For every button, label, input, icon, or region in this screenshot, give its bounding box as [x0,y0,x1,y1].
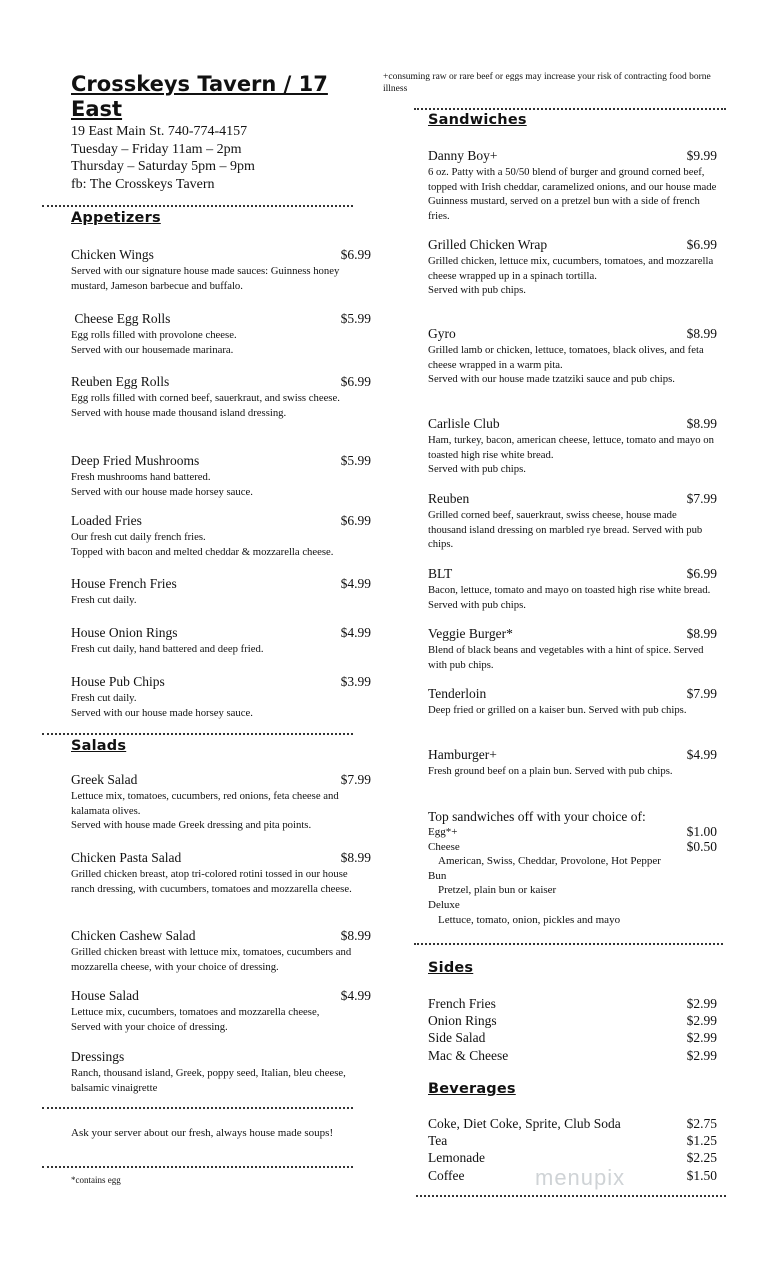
item-description: Deep fried or grilled on a kaiser bun. Served with pub chips. [428,704,687,716]
item-description: Fresh cut daily, hand battered and deep fried. [71,643,264,655]
item-name: Loaded Fries [71,513,142,528]
menu-item-danny-boy [428,147,717,223]
item-description: Lettuce mix, tomatoes, cucumbers, red onions, feta cheese and kalamata olives. Served with house made Greek dressing and pita points. [71,790,339,832]
menu-item-chicken-wings [71,246,371,293]
item-name: House Salad [71,988,139,1003]
restaurant-title: Crosskeys Tavern / 17 East [71,72,328,121]
item-name: Side Salad [428,1030,486,1046]
item-name: Reuben Egg Rolls [71,374,170,389]
item-price: $2.99 [686,1030,717,1046]
list-item [428,1132,717,1149]
item-price: $2.75 [686,1116,717,1131]
list-item [428,1029,717,1046]
item-description: Egg rolls filled with corned beef, sauerkraut, and swiss cheese. Served with house made thousand island dressing. [71,392,340,419]
topping-egg-label: Egg*+ [428,826,458,838]
item-price: $5.99 [340,453,371,468]
item-name: Reuben [428,491,470,506]
item-description: 6 oz. Patty with a 50/50 blend of burger and ground corned beef, topped with Irish cheddar, caramelized onions, and our house made Guinness mustard, served on a pretzel bun with a side of french fries. [428,166,717,222]
menu-item-reuben-egg-rolls [71,373,371,420]
item-name: BLT [428,566,453,581]
item-name: Deep Fried Mushrooms [71,453,200,468]
item-name: Greek Salad [71,772,138,787]
item-name: Coke, Diet Coke, Sprite, Club Soda [428,1116,621,1131]
item-description: Blend of black beans and vegetables with a hint of spice. Served with pub chips. [428,644,704,671]
sides-list [428,995,717,1064]
topping-egg-price: $1.00 [686,824,717,839]
item-name: Chicken Pasta Salad [71,850,182,865]
item-price: $6.99 [340,374,371,389]
menupix-watermark: menupix [535,1165,626,1190]
item-description: Grilled chicken, lettuce mix, cucumbers, tomatoes, and mozzarella cheese wrapped up in a spinach tortilla. Served with pub chips. [428,255,714,297]
menu-item-reuben [428,490,717,552]
item-name: Carlisle Club [428,416,500,431]
item-price: $7.99 [686,686,717,701]
item-price: $4.99 [686,747,717,762]
divider [414,108,726,110]
item-name: Veggie Burger* [428,626,513,641]
item-name: Grilled Chicken Wrap [428,237,548,252]
item-description: Our fresh cut daily french fries. Topped with bacon and melted cheddar & mozzarella cheese. [71,531,334,558]
item-description: Fresh cut daily. Served with our house made horsey sauce. [71,692,253,719]
item-price: $4.99 [340,988,371,1003]
menu-item-house-salad [71,987,371,1034]
item-description: Grilled chicken breast, atop tri-colored rotini tossed in our house ranch dressing, with cucumbers, tomatoes and mozzarella cheese. [71,868,352,895]
appetizers-heading: Appetizers [71,210,161,226]
item-description: Grilled chicken breast with lettuce mix, tomatoes, cucumbers and mozzarella cheese, with your choice of dressing. [71,946,352,973]
item-name: Chicken Cashew Salad [71,928,196,943]
menu-item-tenderloin [428,685,717,718]
address-line: 19 East Main St. 740-774-4157 [71,124,248,139]
menu-item-blt [428,565,717,612]
item-name: Tea [428,1133,448,1149]
item-description: Fresh mushrooms hand battered. Served with our house made horsey sauce. [71,471,253,498]
item-description: Fresh ground beef on a plain bun. Served with pub chips. [428,765,673,777]
item-description: Bacon, lettuce, tomato and mayo on toasted high rise white bread. Served with pub chips. [428,584,711,611]
egg-footnote: *contains egg [71,1175,121,1185]
topping-deluxe-label: Deluxe [428,898,460,911]
sandwiches-heading: Sandwiches [428,112,527,128]
item-name: Onion Rings [428,1013,497,1029]
item-name: House Onion Rings [71,625,178,640]
item-price: $8.99 [686,416,717,431]
item-price: $2.99 [686,1047,717,1063]
topping-bun-options: Pretzel, plain bun or kaiser [438,884,557,897]
menu-item-chicken-pasta-salad [71,849,371,896]
soups-note: Ask your server about our fresh, always house made soups! [71,1127,334,1139]
item-description: Fresh cut daily. [71,594,137,606]
item-price: $6.99 [340,247,371,262]
item-name: House French Fries [71,576,177,591]
item-price: $6.99 [340,513,371,528]
menu-item-house-french-fries [71,575,371,608]
item-price: $2.99 [686,996,717,1011]
item-price: $7.99 [340,772,371,787]
divider [42,733,353,735]
item-description: Grilled lamb or chicken, lettuce, tomatoes, black olives, and feta cheese wrapped in a warm pita. Served with our house made tzatziki sauce and pub chips. [428,344,704,386]
item-price: $9.99 [686,148,717,163]
item-description: Served with our signature house made sauces: Guinness honey mustard, Jameson barbecue and buffalo. [71,265,340,292]
toppings-intro: Top sandwiches off with your choice of: [428,809,646,824]
item-description: Ham, turkey, bacon, american cheese, lettuce, tomato and mayo on toasted high rise white bread. Served with pub chips. [428,434,714,476]
topping-cheese-options: American, Swiss, Cheddar, Provolone, Hot Pepper [438,855,661,868]
menu-item-house-pub-chips [71,673,371,720]
menu-item-carlisle-club [428,415,717,477]
item-price: $6.99 [686,237,717,252]
item-description: Grilled corned beef, sauerkraut, swiss cheese, house made thousand island dressing on marbled rye bread. Served with pub chips. [428,509,703,551]
menu-item-cheese-egg-rolls [71,310,371,357]
topping-deluxe-options: Lettuce, tomato, onion, pickles and mayo [438,913,621,926]
item-name: Gyro [428,326,456,341]
divider [42,1166,353,1168]
hours-line: Thursday – Saturday 5pm – 9pm [71,159,255,174]
list-item [428,1115,717,1132]
item-description: Ranch, thousand island, Greek, poppy seed, Italian, bleu cheese, balsamic vinaigrette [71,1067,346,1094]
item-price: $8.99 [340,928,371,943]
item-price: $7.99 [686,491,717,506]
menu-item-chicken-cashew-salad [71,927,383,974]
item-name: French Fries [428,996,496,1011]
menu-item-loaded-fries [71,512,383,559]
item-name: Mac & Cheese [428,1047,509,1063]
raw-food-warning: +consuming raw or rare beef or eggs may increase your risk of contracting food borne illness [383,72,711,94]
menu-item-greek-salad [71,771,371,833]
beverages-heading: Beverages [428,1081,516,1097]
sides-heading: Sides [428,960,474,976]
item-price: $4.99 [340,576,371,591]
item-price: $3.99 [340,674,371,689]
salads-heading: Salads [71,738,127,754]
divider [42,205,353,207]
item-price: $2.25 [686,1150,717,1166]
menu-item-house-onion-rings [71,624,371,657]
item-name: Lemonade [428,1150,485,1166]
item-name: House Pub Chips [71,674,165,689]
topping-bun-label: Bun [428,869,447,882]
item-name: Cheese Egg Rolls [71,311,171,326]
menu-item-hamburger [428,746,717,779]
item-price: $8.99 [686,626,717,641]
item-name: Danny Boy+ [428,148,498,163]
divider [42,1107,353,1109]
menu-item-dressings [71,1048,371,1095]
item-price: $6.99 [686,566,717,581]
item-description: Lettuce mix, cucumbers, tomatoes and mozzarella cheese, Served with your choice of dressing. [71,1006,320,1033]
item-name: Chicken Wings [71,247,154,262]
address-block [71,123,255,193]
menu-item-gyro [428,325,717,387]
menu-item-veggie-burger [428,625,717,672]
item-name: Hamburger+ [428,747,497,762]
item-name: Tenderloin [428,686,487,701]
divider [414,943,723,945]
item-price: $8.99 [686,326,717,341]
item-price: $4.99 [340,625,371,640]
item-price: $1.50 [686,1167,717,1183]
list-item [428,1047,717,1064]
item-name: Dressings [71,1049,125,1064]
item-price: $2.99 [686,1013,717,1029]
list-item [428,1012,717,1029]
topping-cheese-label: Cheese [428,840,460,853]
item-price: $8.99 [340,850,371,865]
menu-item-deep-fried-mushrooms [71,452,371,499]
item-name: Coffee [428,1167,465,1183]
list-item [428,995,717,1012]
item-description: Egg rolls filled with provolone cheese. Served with our housemade marinara. [71,329,237,356]
item-price: $1.25 [686,1133,717,1149]
menu-item-grilled-chicken-wrap [428,236,717,298]
hours-line: Tuesday – Friday 11am – 2pm [71,141,242,157]
sandwich-toppings [428,808,717,927]
item-price: $5.99 [340,311,371,326]
facebook-line: fb: The Crosskeys Tavern [71,176,215,192]
divider [416,1195,726,1197]
topping-cheese-price: $0.50 [686,838,717,854]
